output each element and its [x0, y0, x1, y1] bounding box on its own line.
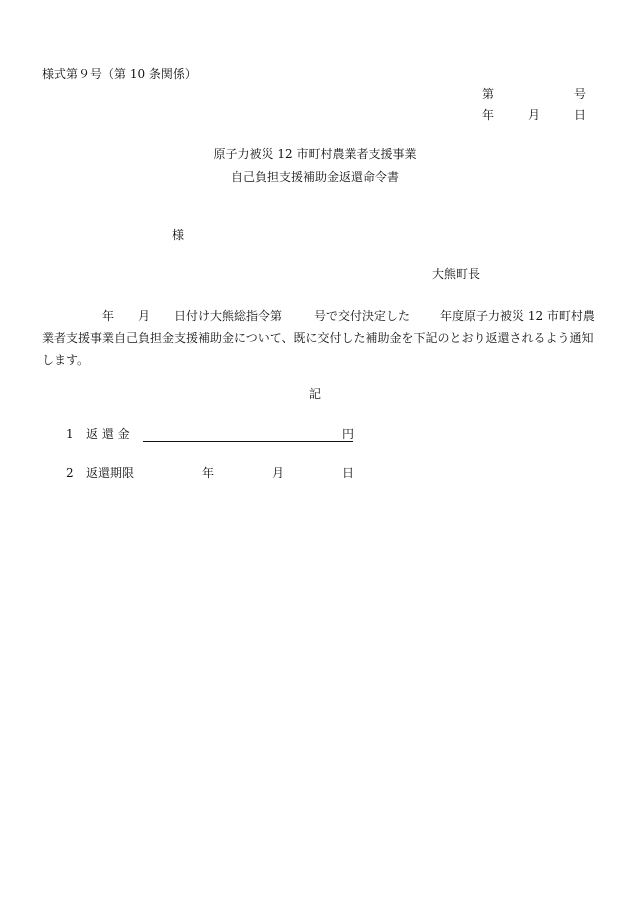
date-month: 月 — [528, 108, 541, 122]
body-fiscal: 年度原子力被災 12 市町村農 — [440, 309, 595, 323]
date-day: 日 — [574, 108, 587, 122]
item-number: 2 — [66, 466, 74, 480]
document-title-line2: 自己負担支援補助金返還命令書 — [230, 170, 399, 184]
document-number-suffix: 号 — [574, 87, 587, 101]
body-year: 年 — [102, 309, 115, 323]
addressee-suffix: 様 — [172, 228, 185, 242]
body-go: 号で交付決定した — [314, 309, 411, 323]
notice-body-line1 — [42, 305, 595, 327]
item-number: 1 — [66, 427, 74, 441]
deadline-day: 日 — [342, 466, 355, 480]
form-number-label: 様式第９号（第 10 条関係） — [42, 67, 197, 81]
item-return-deadline — [66, 466, 355, 480]
body-month: 月 — [138, 309, 151, 323]
document-title-line1: 原子力被災 12 市町村農業者支援事業 — [213, 147, 417, 161]
item-label: 返 還 金 — [86, 427, 130, 441]
item-unit: 円 — [342, 427, 355, 441]
ki-heading: 記 — [308, 387, 321, 401]
date-year: 年 — [482, 108, 495, 122]
notice-body-line2: 業者支援事業自己負担金支援補助金について、既に交付した補助金を下記のとおり返還されるよう通知 — [42, 331, 594, 345]
deadline-month: 月 — [272, 466, 285, 480]
amount-underline — [143, 441, 353, 442]
item-return-amount — [66, 427, 355, 441]
document-number-prefix: 第 — [482, 87, 495, 101]
item-label: 返還期限 — [86, 466, 135, 480]
notice-body — [42, 305, 595, 371]
issuer-name: 大熊町長 — [432, 267, 481, 281]
notice-body-line3: します。 — [42, 353, 90, 367]
deadline-year: 年 — [202, 466, 215, 480]
body-day-reference: 日付け大熊総指令第 — [174, 309, 283, 323]
